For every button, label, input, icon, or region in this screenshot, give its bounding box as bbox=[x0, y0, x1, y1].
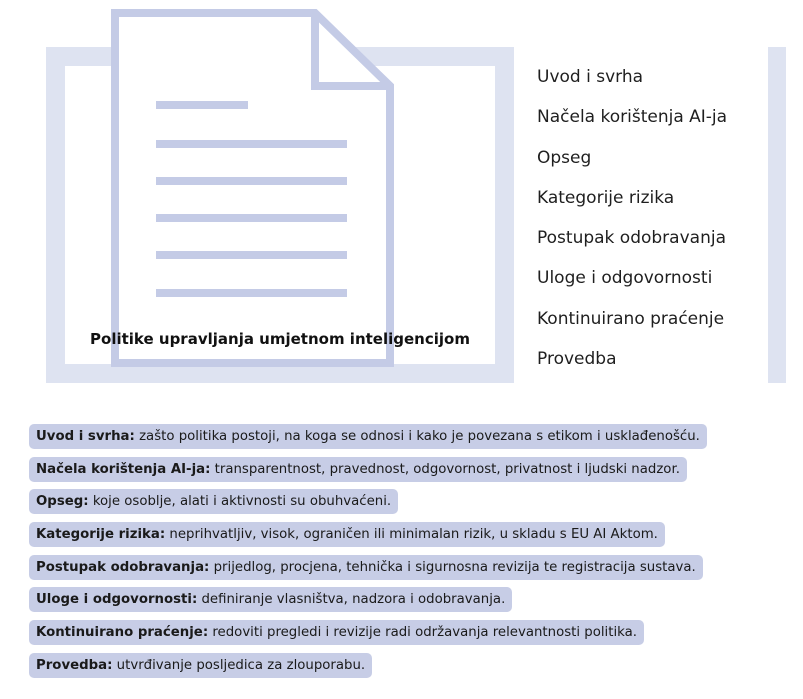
description-item bbox=[29, 555, 703, 580]
description-term: Opseg: bbox=[36, 494, 89, 510]
toc-item: Kategorije rizika bbox=[537, 187, 675, 208]
description-text: koje osoblje, alati i aktivnosti su obuhvaćeni. bbox=[88, 494, 392, 510]
decorative-strip bbox=[768, 47, 786, 383]
description-text: redoviti pregledi i revizije radi održavanja relevantnosti politika. bbox=[208, 625, 637, 641]
description-term: Provedba: bbox=[36, 657, 113, 673]
toc-item: Kontinuirano praćenje bbox=[537, 308, 725, 329]
toc-item: Načela korištenja AI-ja bbox=[537, 107, 728, 128]
document-title: Politike upravljanja umjetnom inteligencijom bbox=[90, 330, 470, 348]
table-of-contents bbox=[537, 62, 727, 384]
description-item bbox=[29, 522, 665, 547]
section-descriptions bbox=[29, 424, 707, 686]
description-item bbox=[29, 424, 707, 449]
description-term: Postupak odobravanja: bbox=[36, 559, 210, 575]
description-text: transparentnost, pravednost, odgovornost, privatnost i ljudski nadzor. bbox=[210, 461, 680, 477]
description-text: neprihvatljiv, visok, ograničen ili minimalan rizik, u skladu s EU AI Aktom. bbox=[165, 527, 658, 543]
description-item bbox=[29, 620, 644, 645]
toc-item: Postupak odobravanja bbox=[537, 228, 726, 249]
toc-item: Provedba bbox=[537, 349, 617, 370]
description-item bbox=[29, 587, 512, 612]
description-item bbox=[29, 489, 398, 514]
description-term: Kategorije rizika: bbox=[36, 527, 166, 543]
description-text: utvrđivanje posljedica za zlouporabu. bbox=[112, 657, 366, 673]
description-item bbox=[29, 653, 372, 678]
document-icon bbox=[110, 8, 395, 368]
description-item bbox=[29, 457, 687, 482]
description-term: Načela korištenja AI-ja: bbox=[36, 461, 211, 477]
description-term: Uloge i odgovornosti: bbox=[36, 592, 198, 608]
description-text: definiranje vlasništva, nadzora i odobravanja. bbox=[197, 592, 506, 608]
description-term: Kontinuirano praćenje: bbox=[36, 625, 209, 641]
description-text: zašto politika postoji, na koga se odnosi i kako je povezana s etikom i usklađenošću. bbox=[134, 429, 700, 444]
description-term: Uvod i svrha: bbox=[36, 429, 135, 444]
toc-item: Uloge i odgovornosti bbox=[537, 268, 713, 289]
toc-item: Uvod i svrha bbox=[537, 67, 644, 87]
description-text: prijedlog, procjena, tehnička i sigurnosna revizija te registracija sustava. bbox=[209, 559, 696, 575]
toc-item: Opseg bbox=[537, 147, 592, 168]
